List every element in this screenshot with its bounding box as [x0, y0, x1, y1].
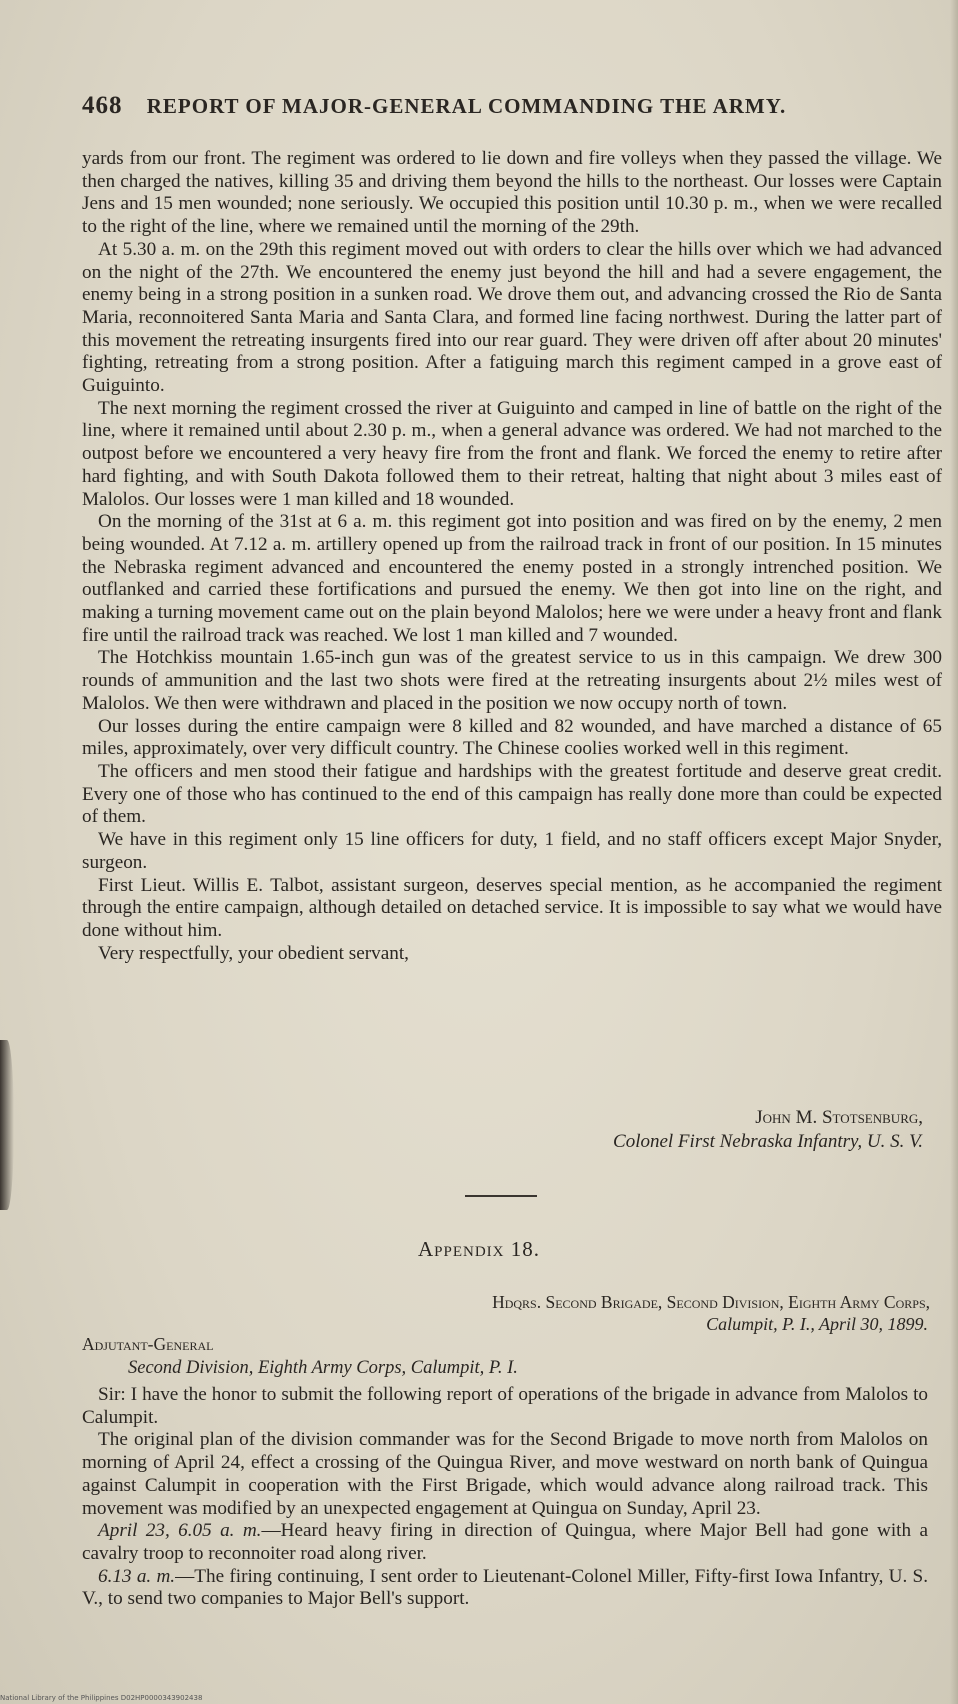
paragraph-lead: 6.13 a. m.	[98, 1565, 176, 1587]
paragraph: On the morning of the 31st at 6 a. m. this regiment got into position and was fired on by the enemy, 2 men being wounded. At 7.12 a. m. artillery opened up from the railroad track in front of our position. In 15 minutes the Nebraska regiment advanced and encountered the enemy posted in a strongly intrenched position. We outflanked and carried these fortifications and pursued the enemy. We then got into line on the right, and making a turning movement came out on the plain beyond Malolos; here we were under a heavy front and flank fire until the railroad track was reached. We lost 1 man killed and 7 wounded.	[82, 511, 942, 646]
paragraph: The next morning the regiment crossed the river at Guiguinto and camped in line of battle on the right of the line, where it remained until about 2.30 p. m., when a general advance was ordered. We had not marched to the outpost before we encountered a very heavy fire from the front and flank. We forced the enemy to retire after hard fighting, and with South Dakota followed them to their retreat, halting that night about 3 miles east of Malolos. Our losses were 1 man killed and 18 wounded.	[82, 397, 942, 510]
paragraph: First Lieut. Willis E. Talbot, assistant surgeon, deserves special mention, as he accompanied the regiment through the entire campaign, although detailed on detached service. It is impossible to say what we would have done without him.	[82, 874, 942, 941]
paragraph: yards from our front. The regiment was ordered to lie down and fire volleys when they passed the village. We then charged the natives, killing 35 and driving them beyond the hills to the northeast. Our losses were Captain Jens and 15 men wounded; none seriously. We occupied this position until 10.30 p. m., when we were recalled to the right of the line, where we remained until the morning of the 29th.	[82, 148, 942, 238]
signature-name: John M. Stotsenburg,	[755, 1107, 923, 1128]
paragraph-text: The original plan of the division commander was for the Second Brigade to move north from Malolos on morning of April 24, effect a crossing of the Quingua River, and move westward on north bank of Quingua against Calumpit in cooperation with the First Brigade, which would advance along railroad track. This movement was modified by an unexpected engagement at Quingua on Sunday, April 23.	[82, 1429, 928, 1519]
running-header	[82, 92, 882, 120]
headquarters-line: Hdqrs. Second Brigade, Second Division, Eighth Army Corps,	[492, 1292, 930, 1312]
paragraph	[82, 1429, 928, 1520]
paragraph-text: —The firing continuing, I sent order to Lieutenant-Colonel Miller, Fifty-first Iowa Infantry, U. S. V., to send two companies to Major Bell's support.	[82, 1565, 928, 1610]
closing-line: Very respectfully, your obedient servant,	[98, 942, 409, 964]
paragraph: The Hotchkiss mountain 1.65-inch gun was of the greatest service to us in this campaign. We drew 300 rounds of ammunition and the last two shots were fired at the retreating insurgents about 2½ miles west of Malolos. We then were withdrawn and placed in the position we now occupy north of town.	[82, 647, 942, 714]
appendix-body	[82, 1384, 928, 1611]
report-body	[82, 148, 942, 965]
addressee: Adjutant-General	[82, 1334, 214, 1354]
scan-edge-shadow	[0, 1040, 14, 1210]
addressee-subline: Second Division, Eighth Army Corps, Calumpit, P. I.	[128, 1358, 518, 1378]
page-number: 468	[82, 92, 123, 119]
signature-title: Colonel First Nebraska Infantry, U. S. V.	[613, 1131, 923, 1152]
paragraph-text: —Heard heavy firing in direction of Quingua, where Major Bell had gone with a cavalry troop to reconnoiter road along river.	[82, 1520, 928, 1564]
running-title: REPORT OF MAJOR-GENERAL COMMANDING THE ARMY.	[146, 94, 787, 118]
appendix-heading: Appendix 18.	[417, 1237, 540, 1261]
scan-credit: National Library of the Philippines D02HP0000343902438	[0, 1694, 203, 1702]
paragraph-lead: April 23, 6.05 a. m.	[98, 1520, 262, 1542]
paragraph: The officers and men stood their fatigue and hardships with the greatest fortitude and deserve great credit. Every one of those who has continued to the end of this campaign has really done more than could be expected of them.	[82, 760, 942, 828]
section-divider	[465, 1195, 537, 1197]
paragraph: Our losses during the entire campaign were 8 killed and 82 wounded, and have marched a distance of 65 miles, approximately, over very difficult country. The Chinese coolies worked well in this regiment.	[82, 715, 942, 760]
paragraph	[82, 1520, 928, 1565]
paragraph	[82, 1384, 928, 1429]
paragraph-text: Sir: I have the honor to submit the following report of operations of the brigade in advance from Malolos to Calumpit.	[82, 1384, 928, 1428]
paragraph: At 5.30 a. m. on the 29th this regiment moved out with orders to clear the hills over which we had advanced on the night of the 27th. We encountered the enemy just beyond the hill and had a severe engagement, the enemy being in a strong position in a sunken road. We drove them out, and advancing crossed the Rio de Santa Maria, reconnoitered Santa Maria and Santa Clara, and formed line facing northwest. During the latter part of this movement the retreating insurgents fired into our rear guard. They were driven off after about 20 minutes' fighting, retreating from a strong position. After a fatiguing march this regiment camped in a grove east of Guiguinto.	[82, 238, 942, 397]
paragraph	[82, 1566, 928, 1611]
place-date-line: Calumpit, P. I., April 30, 1899.	[706, 1314, 928, 1334]
paragraph: We have in this regiment only 15 line officers for duty, 1 field, and no staff officers except Major Snyder, surgeon.	[82, 829, 942, 873]
page-edge	[950, 0, 958, 1704]
